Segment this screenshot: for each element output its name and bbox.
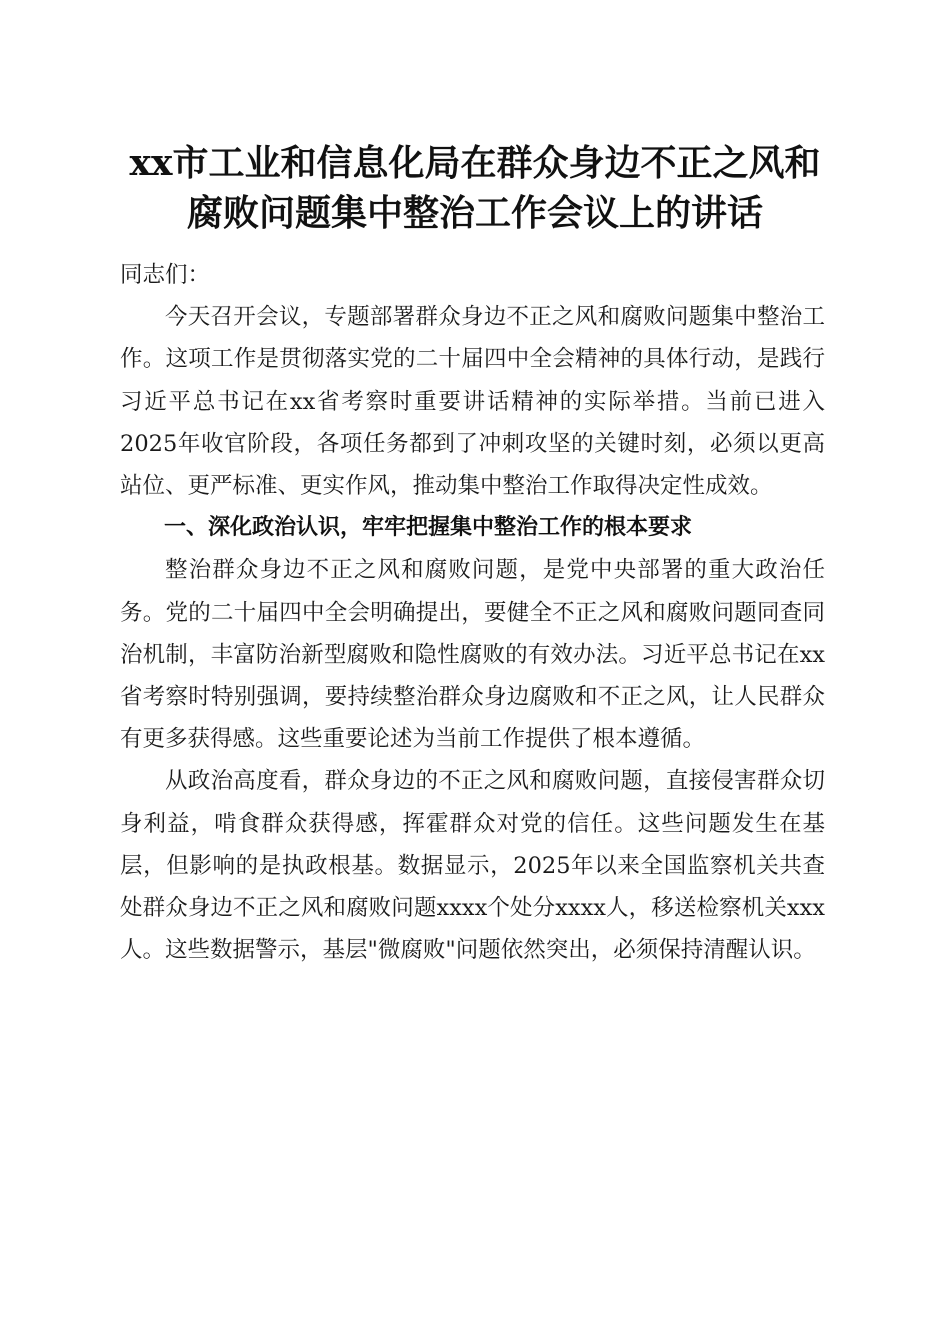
title-line-2: 腐败问题集中整治工作会议上的讲话	[186, 192, 763, 234]
document-title	[100, 138, 850, 238]
section1-paragraph-2: 从政治高度看，群众身边的不正之风和腐败问题，直接侵害群众切身利益，啃食群众获得感，挥霍群众对党的信任。这些问题发生在基层，但影响的是执政根基。数据显示，2025年以来全国监察机关共查处群众身边不正之风和腐败问题xxxx个处分xxxx人，移送检察机关xxx人。这些数据警示，基层"微腐败"问题依然突出，必须保持清醒认识。	[120, 768, 825, 964]
title-line-1: xx市工业和信息化局在群众身边不正之风和	[129, 142, 821, 184]
intro-paragraph: 今天召开会议，专题部署群众身边不正之风和腐败问题集中整治工作。这项工作是贯彻落实党的二十届四中全会精神的具体行动，是践行习近平总书记在xx省考察时重要讲话精神的实际举措。当前已进入2025年收官阶段，各项任务都到了冲刺攻坚的关键时刻，必须以更高站位、更严标准、更实作风，推动集中整治工作取得决定性成效。	[120, 304, 825, 500]
section-heading-1: 一、深化政治认识，牢牢把握集中整治工作的根本要求	[164, 515, 693, 541]
section1-paragraph-1: 整治群众身边不正之风和腐败问题，是党中央部署的重大政治任务。党的二十届四中全会明确提出，要健全不正之风和腐败问题同查同治机制，丰富防治新型腐败和隐性腐败的有效办法。习近平总书记在xx省考察时特别强调，要持续整治群众身边腐败和不正之风，让人民群众有更多获得感。这些重要论述为当前工作提供了根本遵循。	[120, 557, 825, 753]
document-body	[120, 254, 825, 971]
greeting: 同志们：	[120, 262, 211, 288]
